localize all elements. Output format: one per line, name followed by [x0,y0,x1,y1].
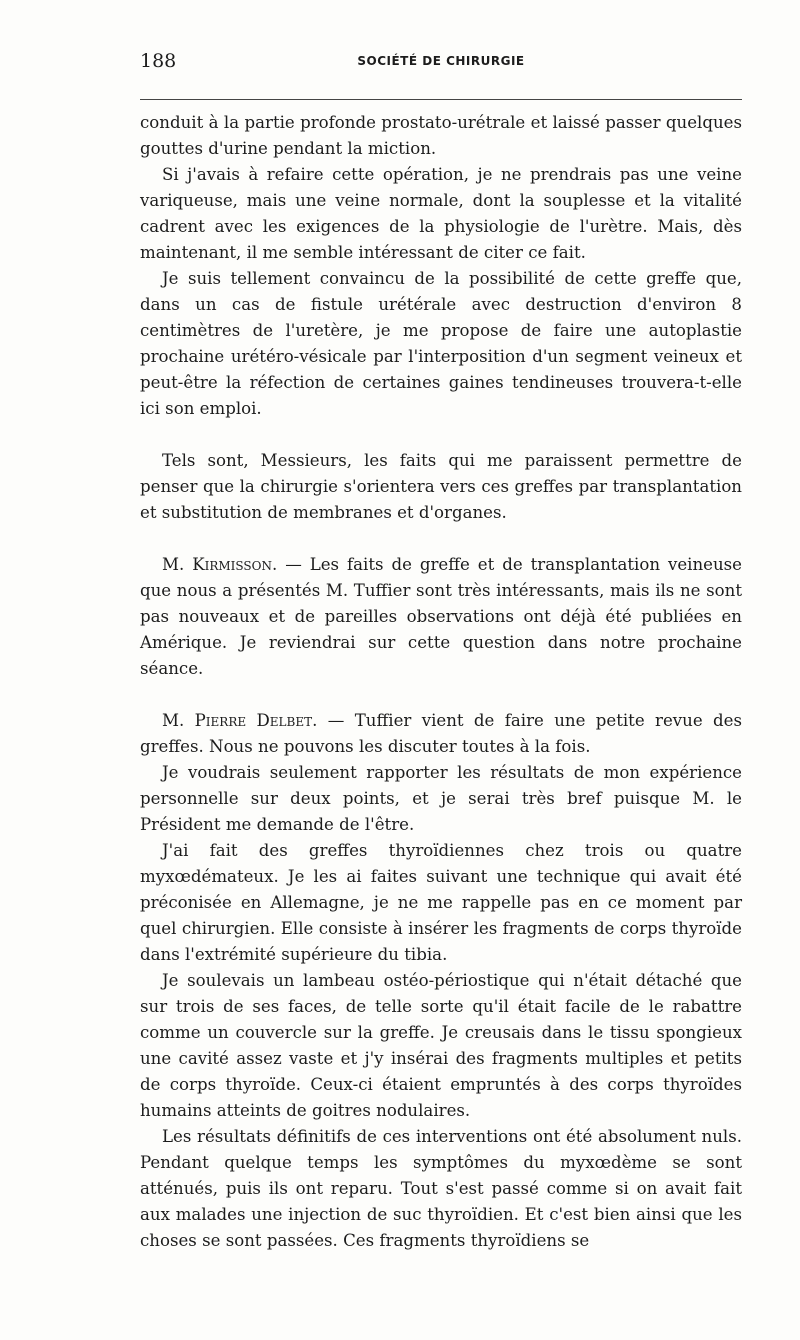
running-title: SOCIÉTÉ DE CHIRURGIE [357,54,525,68]
speaker-name: M. Kirmisson. [162,555,278,574]
paragraph: Je soulevais un lambeau ostéo-périostique qui n'était détaché que sur trois de ses faces, de telle sorte qu'il était facile de le rabattre comme un couvercle sur la greffe. Je creusais dans le tissu spongieux une cavité assez vaste et j'y insérai des fragments multiples et petits de corps thyroïde. Ceux-ci étaient empruntés à des corps thyroïdes humains atteints de goitres nodulaires. [140,971,742,1120]
speaker-paragraph: M. Kirmisson. — Les faits de greffe et de transplantation veineuse que nous a présentés M. Tuffier sont très intéressants, mais ils ne sont pas nouveaux et de pareilles observations ont déjà été publiées en Amérique. Je reviendrai sur cette question dans notre prochaine séance. [140,555,742,678]
paragraph: J'ai fait des greffes thyroïdiennes chez trois ou quatre myxœdémateux. Je les ai faites suivant une technique qui avait été préconisée en Allemagne, je ne me rappelle pas en ce moment par quel chirurgien. Elle consiste à insérer les fragments de corps thyroïde dans l'extrémité supérieure du tibia. [140,841,742,964]
speaker-name: M. Pierre Delbet. [162,711,318,730]
body-text [140,110,742,1254]
speaker-paragraph: M. Pierre Delbet. — Tuffier vient de faire une petite revue des greffes. Nous ne pouvons les discuter toutes à la fois. [140,711,742,756]
paragraph: Les résultats définitifs de ces interventions ont été absolument nuls. Pendant quelque temps les symptômes du myxœdème se sont atténués, puis ils ont reparu. Tout s'est passé comme si on avait fait aux malades une injection de suc thyroïdien. Et c'est bien ainsi que les choses se sont passées. Ces fragments thyroïdiens se [140,1127,742,1250]
page-number: 188 [140,50,177,72]
paragraph: conduit à la partie profonde prostato-urétrale et laissé passer quelques gouttes d'urine pendant la miction. [140,113,742,158]
paragraph: Je suis tellement convaincu de la possibilité de cette greffe que, dans un cas de fistule urétérale avec destruction d'environ 8 centimètres de l'uretère, je me propose de faire une autoplastie prochaine urétéro-vésicale par l'interposition d'un segment veineux et peut-être la réfection de certaines gaines tendineuses trouvera-t-elle ici son emploi. [140,269,742,418]
paragraph: Tels sont, Messieurs, les faits qui me paraissent permettre de penser que la chirurgie s'orientera vers ces greffes par transplantation et substitution de membranes et d'organes. [140,451,742,522]
page-header [140,50,742,78]
header-rule [140,99,742,100]
paragraph: Je voudrais seulement rapporter les résultats de mon expérience personnelle sur deux points, et je serai très bref puisque M. le Président me demande de l'être. [140,763,742,834]
paragraph: Si j'avais à refaire cette opération, je ne prendrais pas une veine variqueuse, mais une veine normale, dont la souplesse et la vitalité cadrent avec les exigences de la physiologie de l'urètre. Mais, dès maintenant, il me semble intéressant de citer ce fait. [140,165,742,262]
